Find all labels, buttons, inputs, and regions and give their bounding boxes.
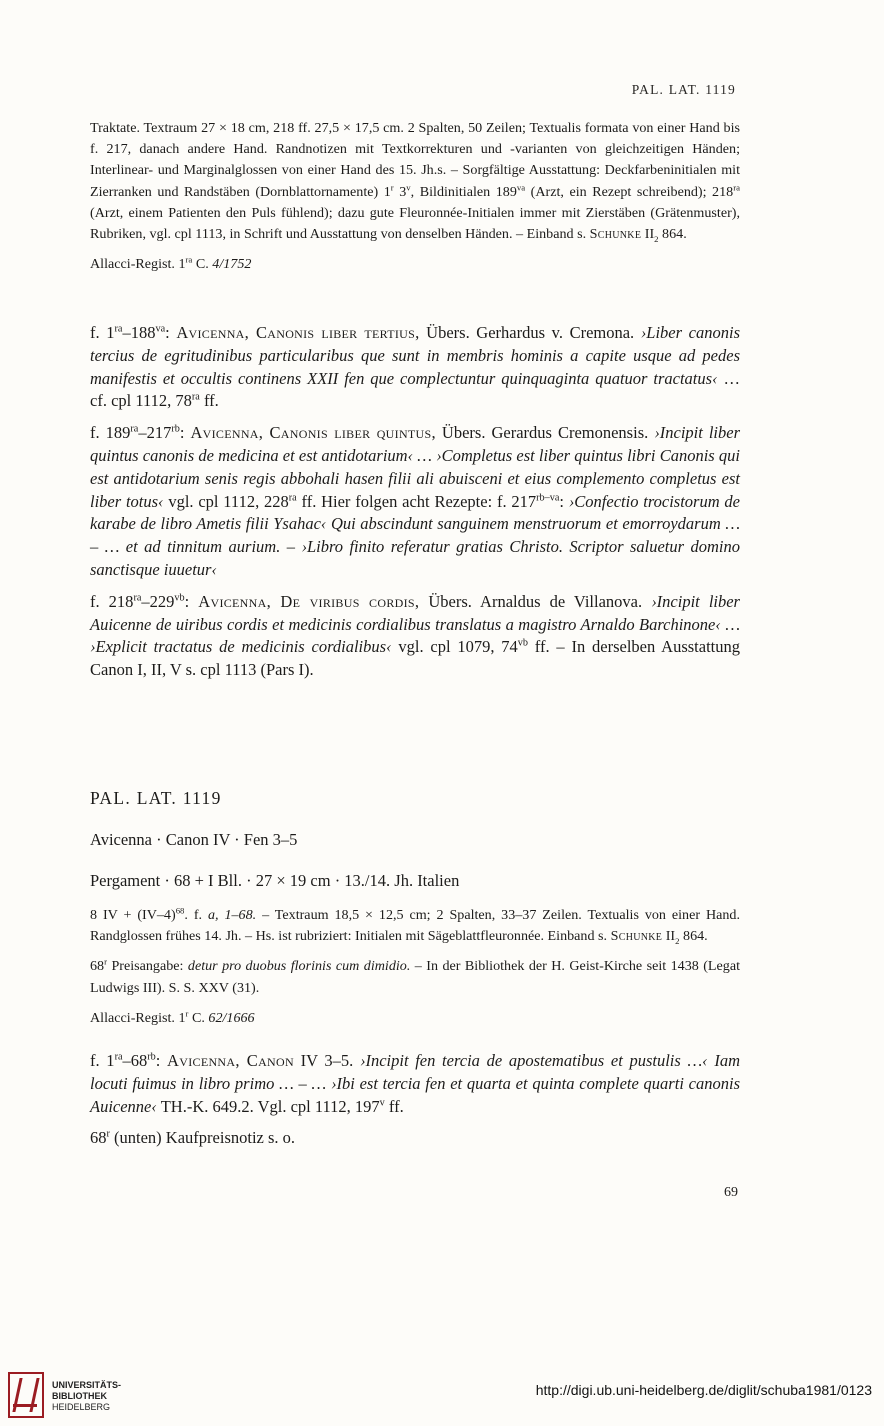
entry-de-viribus-cordis: f. $218^{ra}-229^{vb}$: Avicenna, De viribus cordis, Übers. Arnaldus de Villanova. ›Incipit liber Auicenne de uiribus cordis et medicinis cordialibus translatus a magistro Arnaldo Barchinone‹ … ›Explicit tractatus de medicinis cordialibus‹ vgl. cpl 1079, $74^{vb}$ ff. – In derselben Ausstattung Canon I, II, V s. cpl 1113 (Pars I). (90, 591, 740, 680)
entry-canon-iv: f. $1^{ra}-68^{rb}$: Avicenna, Canon IV 3–5. ›Incipit fen tercia de apostematibus et pustulis …‹ Iam locuti fuimus in libro primo … – … ›Ibi est tercia fen et quarta et quinta complete quarti canonis Auicenne‹ TH.-K. 649.2. Vgl. cpl 1112, 197$^v$ ff. (90, 1051, 740, 1116)
library-name-line: BIBLIOTHEK (52, 1391, 107, 1401)
material-line: Pergament · 68 + I Bll. · 27 × 19 cm · 13./14. Jh. Italien (90, 871, 460, 890)
section-entries (90, 1050, 740, 1159)
library-name (52, 1380, 121, 1413)
library-logo-icon (8, 1372, 44, 1418)
top-paragraph: Traktate. Textraum 27 × 18 cm, 218 ff. 27,5 × 17,5 cm. 2 Spalten, 50 Zeilen; Textualis formata von einer Hand bis f. 217, danach andere Hand. Randnotizen mit Textkorrekturen und -varianten von gleichzeitigen Händen; Interlinear- und Marginalglossen von einer Hand des 15. Jh.s. – Sorgfältige Ausstattung: Deckfarbeninitialen mit Zierranken und Randstäben (Dornblattornamente) 1$^r$ 3$^v$, Bildinitialen $189^{va}$ (Arzt, ein Rezept schreibend); $218^{ra}$ (Arzt, einem Patienten den Puls fühlend); dazu gute Fleuronnée-Initialen immer mit Zierstäben (Grätenmuster), Rubriken, vgl. cpl 1113, in Schrift und Ausstattung von denselben Händen. – Einband s. Schunke $II_2$ 864. (90, 120, 740, 244)
section-subtitle: Avicenna · Canon IV · Fen 3–5 (90, 830, 298, 849)
running-header: PAL. LAT. 1119 (631, 82, 736, 97)
provenance-note: 68$^r$ Preisangabe: detur pro duobus florinis cum dimidio. – In der Bibliothek der H. Geist-Kirche seit 1438 (Legat Ludwigs III). S. S. XXV (31). (90, 956, 740, 996)
section-title: PAL. LAT. 1119 (90, 788, 222, 808)
page-number: 69 (724, 1185, 738, 1200)
section-description (90, 905, 740, 1038)
footer (0, 1360, 884, 1426)
library-name-line: HEIDELBERG (52, 1402, 111, 1412)
purchase-note: 68$^r$ (unten) Kaufpreisnotiz s. o. (90, 1128, 296, 1148)
codicological-description: 8 IV + $(IV-4)^{68}$. f. a, 1–68. – Textraum 18,5 × 12,5 cm; 2 Spalten, 33–37 Zeilen. Textualis von einer Hand. Randglossen frühes 14. Jh. – Hs. ist rubriziert: Initialen mit Sägeblattfleuronnée. Einband s. Schunke $II_2$ 864. (90, 905, 740, 947)
entry-canon-tertius: f. $1^{ra}-188^{va}$: Avicenna, Canonis liber tertius, Übers. Gerhardus v. Cremona. ›Liber canonis tercius de egritudinibus particularibus que sunt in membris hominis a capite usque ad pedes manifestis et occultis continens XXII fen que complectuntur quinquaginta quatuor tractatus‹ … cf. cpl 1112, $78^{ra}$ ff. (90, 323, 740, 411)
allacci-register-line-2: Allacci-Regist. 1$^r$ C. 62/1666 (90, 1008, 255, 1026)
source-url-link[interactable]: http://digi.ub.uni-heidelberg.de/diglit/schuba1981/0123 (535, 1382, 872, 1398)
allacci-register-line: Allacci-Regist. $1^{ra}$ C. 4/1752 (90, 254, 252, 273)
top-description (90, 118, 740, 284)
content-entries (90, 322, 740, 691)
library-name-line: UNIVERSITÄTS- (52, 1380, 122, 1390)
entry-canon-quintus: f. $189^{ra}-217^{rb}$: Avicenna, Canonis liber quintus, Übers. Gerardus Cremonensis. ›Incipit liber quintus canonis de medicina et est antidotarium‹ … ›Completus est liber quintus libri Canonis qui est antidotarium senis regis abbohali hasen filii ali abuisceni et eius complemento completus est liber totus‹ vgl. cpl 1112, $228^{ra}$ ff. Hier folgen acht Rezepte: f. $217^{rb-va}$: ›Confectio trocistorum de karabe de libro Ametis filii Ysahac‹ Qui abscindunt sanguinem menstruorum et emorroydarum … – … et ad tinnitum aurium. – ›Libro finito referatur gratias Christo. Scriptor saluetur domino sanctisque iuuetur‹ (90, 423, 741, 579)
